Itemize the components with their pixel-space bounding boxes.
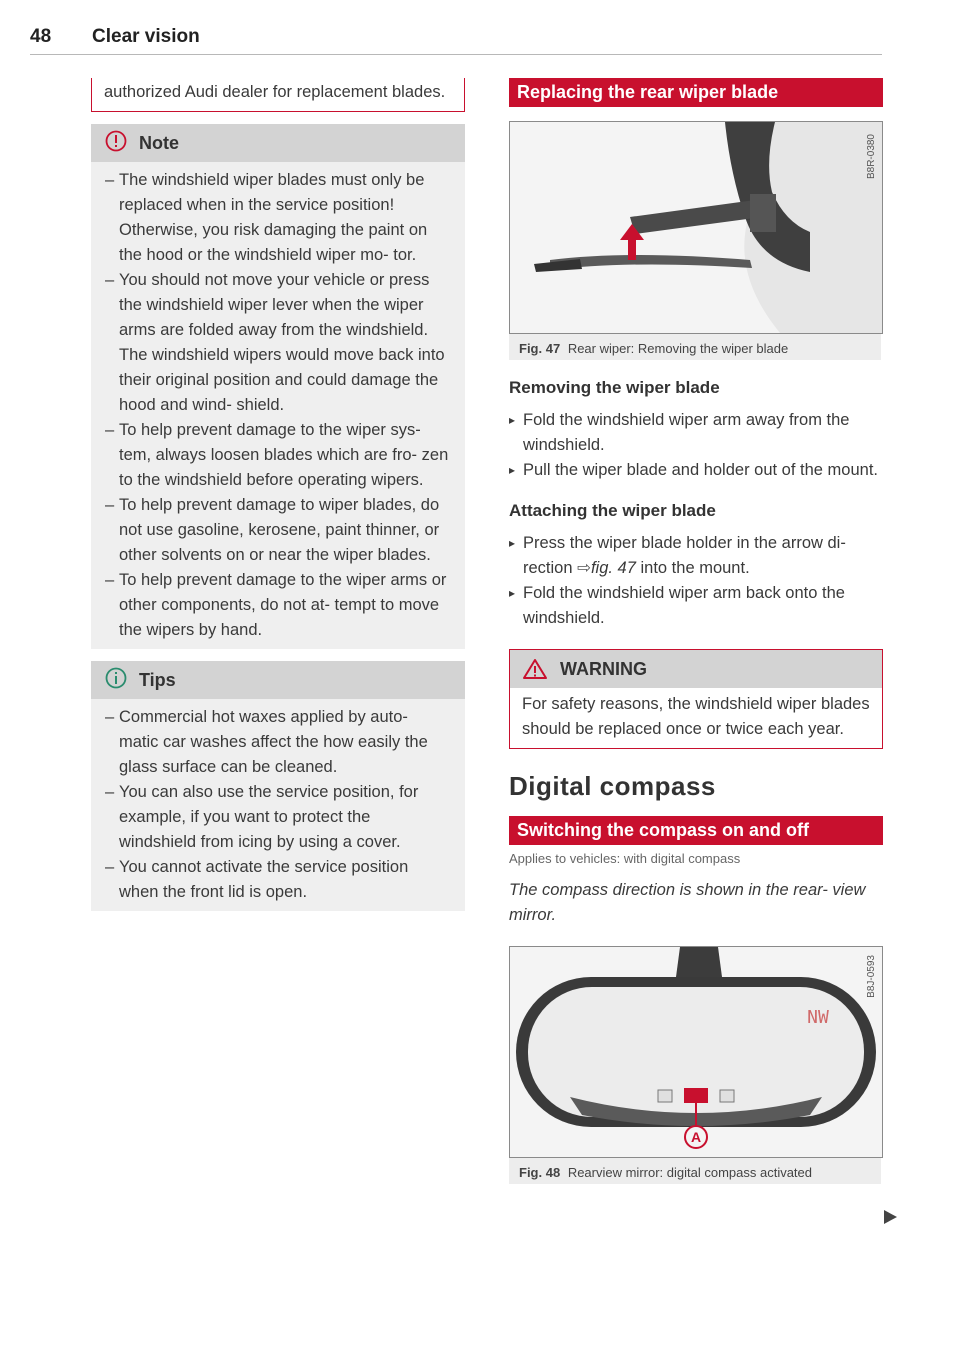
rearview-mirror-illustration	[509, 946, 883, 1158]
caution-icon	[105, 130, 127, 157]
warning-title: WARNING	[560, 658, 647, 679]
applies-to: Applies to vehicles: with digital compass	[509, 851, 741, 866]
warning-triangle-icon	[522, 658, 548, 680]
tips-header	[91, 661, 465, 699]
right-column	[509, 78, 883, 1184]
note-box	[91, 124, 465, 649]
warning-box	[509, 649, 883, 749]
step-text: Press the wiper blade holder in the arrow di- rection	[523, 534, 846, 577]
step-item: ▸ Fold the windshield wiper arm away from the windshield.	[509, 408, 883, 458]
callout-a: A	[690, 1129, 702, 1145]
continued-arrow-icon	[884, 1210, 897, 1224]
note-item: – To help prevent damage to the wiper arms or other components, do not at- tempt to move the wipers by hand.	[105, 568, 451, 643]
note-header	[91, 124, 465, 162]
compass-intro: The compass direction is shown in the rear- view mirror.	[509, 881, 866, 924]
figure-48	[509, 946, 881, 1184]
figure-48-caption	[509, 1158, 881, 1184]
tips-title: Tips	[139, 669, 176, 690]
left-column	[91, 78, 465, 911]
tips-box	[91, 661, 465, 911]
note-item: – To help prevent damage to wiper blades, do not use gasoline, kerosene, paint thinner, or other solvents on or near the wiper blades.	[105, 493, 451, 568]
page-number: 48	[30, 26, 52, 47]
note-title: Note	[139, 132, 179, 153]
compass-display: NW	[807, 1007, 829, 1028]
removing-heading: Removing the wiper blade	[509, 378, 720, 397]
note-item: – The windshield wiper blades must only be replaced when in the service position! Otherwise, you risk damaging the paint on the hood or the windshield wiper mo- tor.	[105, 168, 451, 268]
figure-47-text: Rear wiper: Removing the wiper blade	[567, 341, 789, 356]
reference-arrow-icon: ⇨	[577, 559, 591, 577]
step-item: ▸ Pull the wiper blade and holder out of the mount.	[509, 458, 883, 483]
tips-body	[91, 699, 465, 911]
figure-code-47: B8R-0380	[866, 134, 877, 180]
info-icon	[105, 667, 127, 694]
step-item: ▸ Fold the windshield wiper arm back onto the windshield.	[509, 581, 883, 631]
figure-47-label: Fig. 47	[519, 341, 561, 356]
figure-reference-link[interactable]: fig. 47	[590, 559, 636, 577]
compass-heading: Digital compass	[509, 771, 716, 801]
continuation-box: authorized Audi dealer for replacement blades.	[91, 78, 465, 112]
attaching-heading: Attaching the wiper blade	[509, 501, 716, 520]
warning-header	[510, 650, 882, 688]
step-text: into the mount.	[640, 559, 750, 577]
removing-steps	[509, 408, 883, 483]
figure-code-48: B8J-0593	[866, 955, 877, 998]
attaching-steps	[509, 531, 883, 631]
rear-wiper-illustration	[509, 121, 883, 334]
page-header	[30, 22, 882, 55]
note-item: – To help prevent damage to the wiper sys- tem, always loosen blades which are fro- zen to the windshield before operating wipers.	[105, 418, 451, 493]
figure-47	[509, 121, 881, 360]
figure-48-text: Rearview mirror: digital compass activated	[567, 1165, 813, 1180]
note-item: – You should not move your vehicle or press the windshield wiper lever when the wiper arms are folded away from the windshield. The windshield wipers would move back into their original position and could damage the hood and wind- shield.	[105, 268, 451, 418]
tips-item: – Commercial hot waxes applied by auto- matic car washes affect the how easily the glass surface can be cleaned.	[105, 705, 451, 780]
figure-47-caption	[509, 334, 881, 360]
step-item	[509, 531, 883, 581]
note-body	[91, 162, 465, 649]
section-title: Clear vision	[92, 26, 200, 47]
warning-text: For safety reasons, the windshield wiper blades should be replaced once or twice each year.	[522, 695, 870, 738]
rear-wiper-heading: Replacing the rear wiper blade	[509, 78, 883, 107]
tips-item: – You can also use the service position, for example, if you want to protect the windshield from icing by using a cover.	[105, 780, 451, 855]
figure-48-label: Fig. 48	[519, 1165, 561, 1180]
compass-subheading: Switching the compass on and off	[509, 816, 883, 845]
tips-item: – You cannot activate the service position when the front lid is open.	[105, 855, 451, 905]
